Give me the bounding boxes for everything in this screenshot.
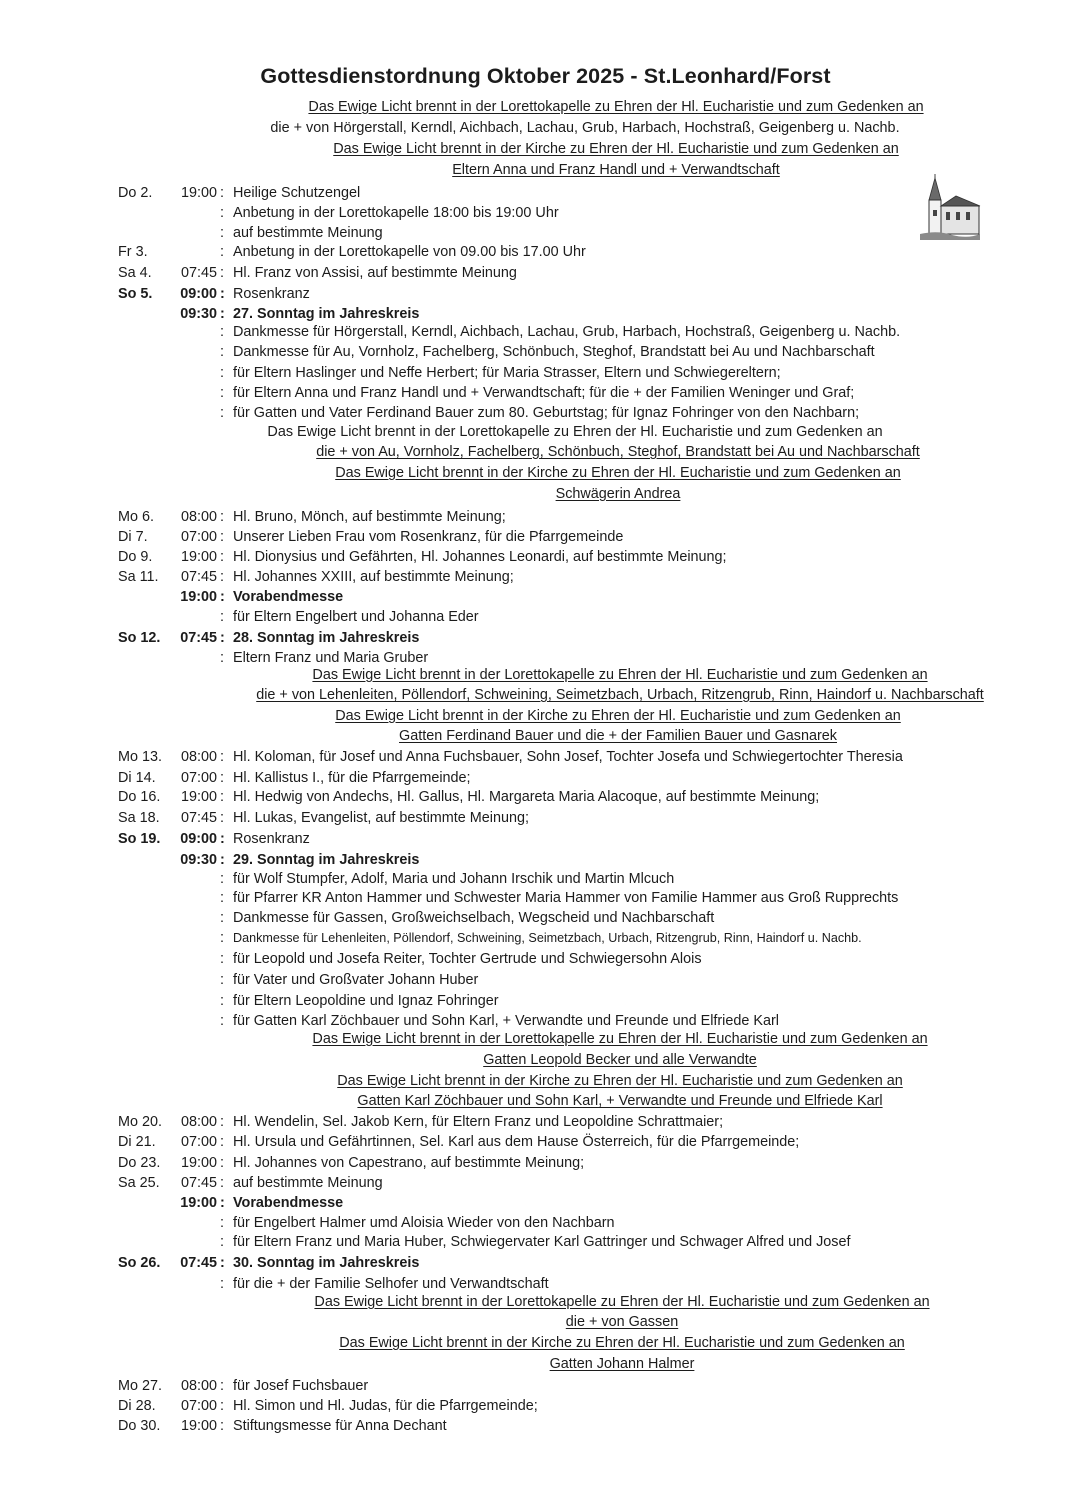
schedule-row (0, 225, 1091, 245)
schedule-row (0, 852, 1091, 872)
schedule-time: 19:00 (180, 1155, 217, 1171)
memorial-line: die + von Lehenleiten, Pöllendorf, Schweining, Seimetzbach, Urbach, Ritzengrub, Rinn, Haindorf u. Nachbarschaft (256, 687, 984, 703)
schedule-row (0, 972, 1091, 992)
separator: : (220, 1155, 224, 1171)
schedule-text: für Eltern Leopoldine und Ignaz Fohringer (233, 993, 499, 1009)
schedule-time: 08:00 (180, 1114, 217, 1130)
schedule-time: 07:00 (180, 770, 217, 786)
schedule-row (0, 365, 1091, 385)
schedule-text: 29. Sonntag im Jahreskreis (233, 852, 420, 868)
schedule-text: für Eltern Haslinger und Neffe Herbert; für Maria Strasser, Eltern und Schwiegereltern; (233, 365, 781, 381)
separator: : (220, 344, 224, 360)
memorial-line: Das Ewige Licht brennt in der Lorettokapelle zu Ehren der Hl. Eucharistie und zum Gedenken an (312, 667, 928, 683)
separator: : (220, 993, 224, 1009)
schedule-time: 07:45 (180, 810, 217, 826)
schedule-text: Anbetung in der Lorettokapelle von 09.00 bis 17.00 Uhr (233, 244, 586, 260)
schedule-text: Hl. Koloman, für Josef und Anna Fuchsbauer, Sohn Josef, Tochter Josefa und Schwiegertochter Theresia (233, 749, 903, 765)
schedule-row (0, 569, 1091, 589)
schedule-row (0, 306, 1091, 326)
schedule-time: 08:00 (180, 1378, 217, 1394)
schedule-text: 28. Sonntag im Jahreskreis (233, 630, 420, 646)
schedule-text: Hl. Wendelin, Sel. Jakob Kern, für Eltern Franz und Leopoldine Schrattmaier; (233, 1114, 724, 1130)
schedule-time: 08:00 (180, 509, 217, 525)
schedule-row (0, 650, 1091, 670)
memorial-line: die + von Gassen (565, 1314, 679, 1330)
separator: : (220, 509, 224, 525)
schedule-time: 07:45 (180, 1175, 217, 1191)
separator: : (220, 306, 225, 322)
schedule-date: So 19. (118, 831, 161, 847)
schedule-date: Sa 4. (118, 265, 152, 281)
memorial-line: Eltern Anna und Franz Handl und + Verwandtschaft (452, 162, 780, 178)
schedule-row (0, 1195, 1091, 1215)
schedule-row (0, 831, 1091, 851)
schedule-row (0, 205, 1091, 225)
separator: : (220, 770, 224, 786)
separator: : (220, 589, 225, 605)
schedule-row (0, 1276, 1091, 1296)
schedule-time: 09:00 (180, 831, 217, 847)
separator: : (220, 1013, 224, 1029)
schedule-time: 09:30 (180, 852, 217, 868)
schedule-text: Vorabendmesse (233, 1195, 344, 1211)
memorial-line: Gatten Karl Zöchbauer und Sohn Karl, + Verwandte und Freunde und Elfriede Karl (357, 1093, 883, 1109)
schedule-date: Di 7. (118, 529, 148, 545)
schedule-date: Mo 13. (118, 749, 162, 765)
schedule-row (0, 1418, 1091, 1438)
schedule-text: für Josef Fuchsbauer (233, 1378, 369, 1394)
schedule-row (0, 1114, 1091, 1134)
page-title: Gottesdienstordnung Oktober 2025 - St.Leonhard/Forst (260, 64, 831, 88)
schedule-row (0, 1175, 1091, 1195)
memorial-line: Das Ewige Licht brennt in der Kirche zu Ehren der Hl. Eucharistie und zum Gedenken an (337, 1073, 903, 1089)
schedule-text: Hl. Bruno, Mönch, auf bestimmte Meinung; (233, 509, 506, 525)
schedule-text: für Gatten Karl Zöchbauer und Sohn Karl, + Verwandte und Freunde und Elfriede Karl (233, 1013, 779, 1029)
schedule-text: für Pfarrer KR Anton Hammer und Schwester Maria Hammer von Familie Hammer aus Groß Rupprechts (233, 890, 899, 906)
schedule-row (0, 1215, 1091, 1235)
separator: : (220, 972, 224, 988)
memorial-line: die + von Au, Vornholz, Fachelberg, Schönbuch, Steghof, Brandstatt bei Au und Nachbarschaft (316, 444, 920, 460)
schedule-text: Hl. Kallistus I., für die Pfarrgemeinde; (233, 770, 471, 786)
separator: : (220, 225, 224, 241)
separator: : (220, 609, 224, 625)
schedule-text: Rosenkranz (233, 831, 310, 847)
separator: : (220, 529, 224, 545)
separator: : (220, 810, 224, 826)
separator: : (220, 205, 224, 221)
schedule-text: Dankmesse für Lehenleiten, Pöllendorf, Schweining, Seimetzbach, Urbach, Ritzengrub, Rinn, Haindorf u. Nachb. (233, 931, 862, 945)
schedule-time: 07:45 (180, 569, 217, 585)
schedule-text: Heilige Schutzengel (233, 185, 361, 201)
schedule-text: Unserer Lieben Frau vom Rosenkranz, für die Pfarrgemeinde (233, 529, 624, 545)
schedule-row (0, 1378, 1091, 1398)
schedule-text: Rosenkranz (233, 286, 310, 302)
separator: : (220, 1175, 224, 1191)
separator: : (220, 1378, 224, 1394)
schedule-date: Do 2. (118, 185, 153, 201)
schedule-date: Mo 27. (118, 1378, 162, 1394)
schedule-time: 07:00 (180, 1134, 217, 1150)
schedule-text: Hl. Franz von Assisi, auf bestimmte Meinung (233, 265, 517, 281)
schedule-text: auf bestimmte Meinung (233, 225, 383, 241)
schedule-row (0, 1234, 1091, 1254)
separator: : (220, 549, 224, 565)
schedule-date: Di 14. (118, 770, 156, 786)
schedule-text: Dankmesse für Gassen, Großweichselbach, Wegscheid und Nachbarschaft (233, 910, 715, 926)
schedule-time: 07:00 (180, 1398, 217, 1414)
schedule-text: Hl. Johannes XXIII, auf bestimmte Meinung; (233, 569, 514, 585)
schedule-date: Di 21. (118, 1134, 156, 1150)
schedule-text: für Eltern Anna und Franz Handl und + Verwandtschaft; für die + der Familien Weninger und Graf; (233, 385, 855, 401)
schedule-text: für Leopold und Josefa Reiter, Tochter Gertrude und Schwiegersohn Alois (233, 951, 702, 967)
memorial-line: Gatten Leopold Becker und alle Verwandte (483, 1052, 757, 1068)
schedule-row (0, 1155, 1091, 1175)
schedule-row (0, 549, 1091, 569)
memorial-line: Das Ewige Licht brennt in der Lorettokapelle zu Ehren der Hl. Eucharistie und zum Gedenken an (312, 1031, 928, 1047)
schedule-text: Dankmesse für Hörgerstall, Kerndl, Aichbach, Lachau, Grub, Harbach, Hochstraß, Geigenberg u. Nachb. (233, 324, 901, 340)
schedule-row (0, 1255, 1091, 1275)
separator: : (220, 1398, 224, 1414)
schedule-row (0, 185, 1091, 205)
separator: : (220, 789, 224, 805)
schedule-row (0, 1013, 1091, 1033)
separator: : (220, 185, 224, 201)
separator: : (220, 1114, 224, 1130)
schedule-date: Fr 3. (118, 244, 148, 260)
schedule-row (0, 871, 1091, 891)
schedule-text: Hl. Dionysius und Gefährten, Hl. Johannes Leonardi, auf bestimmte Meinung; (233, 549, 727, 565)
schedule-row (0, 589, 1091, 609)
schedule-date: Do 9. (118, 549, 153, 565)
separator: : (220, 1134, 224, 1150)
separator: : (220, 930, 224, 946)
memorial-line: Das Ewige Licht brennt in der Kirche zu Ehren der Hl. Eucharistie und zum Gedenken an (335, 465, 901, 481)
schedule-row (0, 890, 1091, 910)
schedule-time: 07:45 (180, 265, 217, 281)
schedule-row (0, 930, 1091, 950)
separator: : (220, 405, 224, 421)
separator: : (220, 1276, 224, 1292)
schedule-date: So 26. (118, 1255, 161, 1271)
schedule-text: Anbetung in der Lorettokapelle 18:00 bis 19:00 Uhr (233, 205, 559, 221)
schedule-row (0, 1134, 1091, 1154)
schedule-text: Hl. Lukas, Evangelist, auf bestimmte Meinung; (233, 810, 529, 826)
schedule-text: auf bestimmte Meinung (233, 1175, 383, 1191)
separator: : (220, 890, 224, 906)
schedule-time: 19:00 (180, 1418, 217, 1434)
schedule-text: Dankmesse für Au, Vornholz, Fachelberg, Schönbuch, Steghof, Brandstatt bei Au und Nachbarschaft (233, 344, 875, 360)
separator: : (220, 852, 225, 868)
schedule-date: Do 16. (118, 789, 161, 805)
schedule-row (0, 770, 1091, 790)
separator: : (220, 749, 224, 765)
schedule-row (0, 630, 1091, 650)
memorial-line: Das Ewige Licht brennt in der Lorettokapelle zu Ehren der Hl. Eucharistie und zum Gedenken an (314, 1294, 930, 1310)
schedule-time: 19:00 (180, 589, 217, 605)
schedule-row (0, 385, 1091, 405)
separator: : (220, 265, 224, 281)
schedule-time: 07:00 (180, 529, 217, 545)
schedule-time: 19:00 (180, 1195, 217, 1211)
separator: : (220, 630, 225, 646)
schedule-date: So 5. (118, 286, 153, 302)
schedule-text: für die + der Familie Selhofer und Verwandtschaft (233, 1276, 549, 1292)
schedule-date: Mo 20. (118, 1114, 162, 1130)
schedule-text: Eltern Franz und Maria Gruber (233, 650, 429, 666)
schedule-time: 19:00 (180, 549, 217, 565)
separator: : (220, 831, 225, 847)
schedule-row (0, 509, 1091, 529)
schedule-row (0, 529, 1091, 549)
schedule-text: für Vater und Großvater Johann Huber (233, 972, 479, 988)
separator: : (220, 1234, 224, 1250)
schedule-text: für Wolf Stumpfer, Adolf, Maria und Johann Irschik und Martin Mlcuch (233, 871, 675, 887)
schedule-date: Sa 25. (118, 1175, 160, 1191)
memorial-line: Schwägerin Andrea (555, 486, 681, 502)
schedule-text: Stiftungsmesse für Anna Dechant (233, 1418, 447, 1434)
schedule-date: Sa 18. (118, 810, 160, 826)
schedule-row (0, 344, 1091, 364)
schedule-text: für Engelbert Halmer umd Aloisia Wieder von den Nachbarn (233, 1215, 615, 1231)
separator: : (220, 365, 224, 381)
schedule-time: 08:00 (180, 749, 217, 765)
separator: : (220, 1215, 224, 1231)
schedule-date: So 12. (118, 630, 161, 646)
schedule-text: Hl. Simon und Hl. Judas, für die Pfarrgemeinde; (233, 1398, 538, 1414)
schedule-text: für Eltern Franz und Maria Huber, Schwiegervater Karl Gattringer und Schwager Alfred und Josef (233, 1234, 851, 1250)
schedule-row (0, 324, 1091, 344)
schedule-text: Vorabendmesse (233, 589, 344, 605)
schedule-time: 07:45 (180, 1255, 217, 1271)
schedule-time: 19:00 (180, 185, 217, 201)
memorial-line: Gatten Johann Halmer (549, 1356, 695, 1372)
memorial-line: Das Ewige Licht brennt in der Kirche zu Ehren der Hl. Eucharistie und zum Gedenken an (335, 708, 901, 724)
memorial-line: Gatten Ferdinand Bauer und die + der Familien Bauer und Gasnarek (399, 728, 837, 744)
separator: : (220, 286, 225, 302)
schedule-time: 07:45 (180, 630, 217, 646)
schedule-text: Hl. Hedwig von Andechs, Hl. Gallus, Hl. Margareta Maria Alacoque, auf bestimmte Meinung; (233, 789, 820, 805)
schedule-time: 09:00 (180, 286, 217, 302)
schedule-row (0, 993, 1091, 1013)
schedule-row (0, 265, 1091, 285)
separator: : (220, 910, 224, 926)
schedule-date: Di 28. (118, 1398, 156, 1414)
separator: : (220, 324, 224, 340)
memorial-line: Das Ewige Licht brennt in der Lorettokapelle zu Ehren der Hl. Eucharistie und zum Gedenken an (308, 99, 924, 115)
schedule-row (0, 749, 1091, 769)
schedule-row (0, 810, 1091, 830)
memorial-line: die + von Hörgerstall, Kerndl, Aichbach, Lachau, Grub, Harbach, Hochstraß, Geigenberg u. Nachb. (270, 120, 900, 136)
separator: : (220, 1255, 225, 1271)
schedule-text: Hl. Ursula und Gefährtinnen, Sel. Karl aus dem Hause Österreich, für die Pfarrgemeinde; (233, 1134, 800, 1150)
schedule-row (0, 951, 1091, 971)
schedule-row (0, 1398, 1091, 1418)
memorial-line: Das Ewige Licht brennt in der Lorettokapelle zu Ehren der Hl. Eucharistie und zum Gedenken an (267, 424, 883, 440)
separator: : (220, 1418, 224, 1434)
separator: : (220, 951, 224, 967)
memorial-line: Das Ewige Licht brennt in der Kirche zu Ehren der Hl. Eucharistie und zum Gedenken an (333, 141, 899, 157)
schedule-date: Do 30. (118, 1418, 161, 1434)
separator: : (220, 871, 224, 887)
schedule-date: Do 23. (118, 1155, 161, 1171)
schedule-time: 09:30 (180, 306, 217, 322)
memorial-line: Das Ewige Licht brennt in der Kirche zu Ehren der Hl. Eucharistie und zum Gedenken an (339, 1335, 905, 1351)
schedule-text: für Gatten und Vater Ferdinand Bauer zum 80. Geburtstag; für Ignaz Fohringer von den Nachbarn; (233, 405, 860, 421)
separator: : (220, 650, 224, 666)
schedule-row (0, 286, 1091, 306)
schedule-text: 30. Sonntag im Jahreskreis (233, 1255, 420, 1271)
schedule-date: Mo 6. (118, 509, 154, 525)
separator: : (220, 1195, 225, 1211)
schedule-text: 27. Sonntag im Jahreskreis (233, 306, 420, 322)
schedule-row (0, 910, 1091, 930)
schedule-text: Hl. Johannes von Capestrano, auf bestimmte Meinung; (233, 1155, 585, 1171)
schedule-text: für Eltern Engelbert und Johanna Eder (233, 609, 479, 625)
separator: : (220, 244, 224, 260)
separator: : (220, 569, 224, 585)
schedule-date: Sa 11. (118, 569, 159, 585)
schedule-time: 19:00 (180, 789, 217, 805)
schedule-row (0, 609, 1091, 629)
schedule-row (0, 405, 1091, 425)
separator: : (220, 385, 224, 401)
schedule-row (0, 244, 1091, 264)
schedule-row (0, 789, 1091, 809)
